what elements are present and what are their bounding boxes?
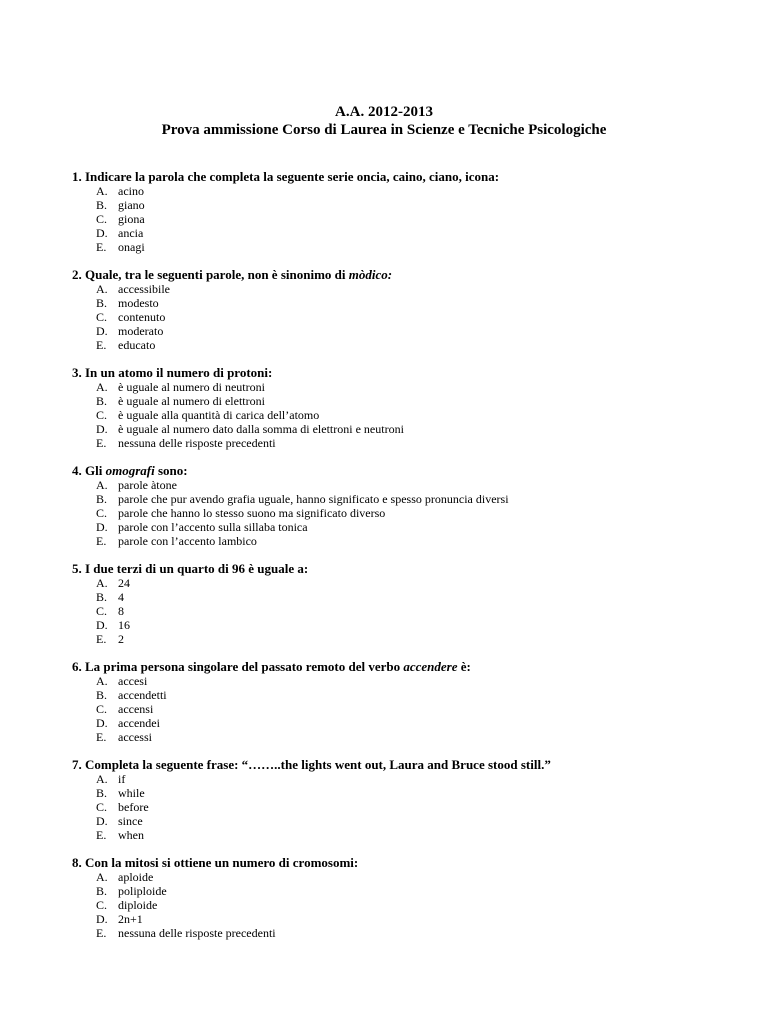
option-text: accessibile [118, 281, 170, 296]
question-number: 5. [72, 560, 82, 576]
question-text [72, 757, 752, 772]
answer-options [72, 870, 752, 940]
option-letter: D. [96, 716, 108, 731]
option-letter: C. [96, 702, 108, 717]
answer-option [72, 898, 752, 912]
option-text: parole che hanno lo stesso suono ma significato diverso [118, 506, 386, 521]
answer-option [72, 604, 752, 618]
question-item [72, 561, 752, 646]
option-text: acino [118, 184, 144, 198]
question-prompt: Gli [85, 462, 106, 478]
option-text: while [118, 785, 145, 800]
answer-option [72, 912, 752, 926]
answer-option [72, 674, 752, 688]
question-item [72, 267, 752, 352]
answer-option [72, 716, 752, 730]
answer-options [72, 184, 752, 254]
answer-options [72, 380, 752, 450]
option-letter: B. [96, 394, 108, 409]
question-prompt-end: è: [457, 658, 471, 674]
option-letter: A. [96, 673, 108, 688]
option-letter: C. [96, 212, 108, 227]
option-letter: D. [96, 912, 108, 927]
option-letter: B. [96, 785, 108, 800]
question-number: 7. [72, 756, 82, 772]
option-letter: E. [96, 828, 107, 843]
option-letter: D. [96, 324, 108, 339]
option-letter: C. [96, 604, 108, 619]
question-text [72, 267, 752, 282]
option-letter: D. [96, 814, 108, 829]
option-letter: A. [96, 184, 108, 198]
option-text: 2 [118, 632, 124, 647]
option-letter: A. [96, 575, 108, 590]
option-letter: E. [96, 338, 107, 353]
option-letter: C. [96, 506, 108, 521]
option-letter: C. [96, 408, 108, 423]
option-letter: A. [96, 281, 108, 296]
question-item [72, 659, 752, 744]
answer-option [72, 730, 752, 744]
option-letter: B. [96, 492, 108, 506]
option-text: onagi [118, 240, 145, 255]
option-letter: C. [96, 800, 108, 814]
question-number: 6. [72, 658, 82, 674]
question-number: 2. [72, 266, 82, 282]
question-item [72, 169, 752, 254]
question-prompt: Completa la seguente frase: “……..the lights went out, Laura and Bruce stood still.” [85, 756, 551, 772]
answer-option [72, 478, 752, 492]
question-text [72, 169, 752, 184]
answer-option [72, 394, 752, 408]
option-letter: A. [96, 477, 108, 492]
option-letter: C. [96, 897, 108, 912]
option-letter: C. [96, 310, 108, 325]
answer-option [72, 408, 752, 422]
question-text [72, 561, 752, 576]
answer-option [72, 506, 752, 520]
question-prompt: Indicare la parola che completa la seguente serie oncia, caino, ciano, icona: [85, 169, 500, 184]
option-letter: D. [96, 520, 108, 535]
question-number: 8. [72, 854, 82, 870]
option-letter: A. [96, 771, 108, 786]
option-text: nessuna delle risposte precedenti [118, 436, 276, 451]
question-text [72, 855, 752, 870]
option-text: nessuna delle risposte precedenti [118, 926, 276, 941]
option-text: 16 [118, 618, 130, 633]
option-text: contenuto [118, 310, 166, 325]
answer-option [72, 814, 752, 828]
option-text: parole àtone [118, 477, 177, 492]
option-text: since [118, 814, 143, 829]
option-text: è uguale al numero di neutroni [118, 379, 265, 394]
option-text: moderato [118, 324, 164, 339]
answer-options [72, 282, 752, 352]
question-prompt: Quale, tra le seguenti parole, non è sinonimo di [85, 266, 349, 282]
answer-option [72, 590, 752, 604]
question-item [72, 855, 752, 940]
option-letter: E. [96, 730, 107, 745]
question-prompt: I due terzi di un quarto di 96 è uguale a: [85, 560, 309, 576]
option-text: accensi [118, 702, 154, 717]
option-text: modesto [118, 296, 159, 311]
question-item [72, 463, 752, 548]
academic-year: A.A. 2012-2013 [335, 104, 433, 120]
question-emphasis: omografi [105, 462, 155, 478]
answer-option [72, 380, 752, 394]
option-letter: E. [96, 926, 107, 941]
answer-option [72, 786, 752, 800]
option-letter: B. [96, 589, 108, 604]
option-letter: A. [96, 379, 108, 394]
option-text: giano [118, 198, 145, 213]
answer-option [72, 772, 752, 786]
option-letter: D. [96, 422, 108, 437]
option-text: before [118, 800, 149, 814]
option-text: ancia [118, 226, 144, 241]
option-text: 4 [118, 589, 124, 604]
option-text: accendetti [118, 687, 167, 702]
question-list [72, 169, 752, 953]
question-number: 4. [72, 462, 82, 478]
question-prompt: La prima persona singolare del passato remoto del verbo [85, 658, 404, 674]
answer-option [72, 702, 752, 716]
option-text: diploide [118, 897, 158, 912]
answer-option [72, 632, 752, 646]
option-text: accessi [118, 730, 152, 745]
answer-option [72, 800, 752, 814]
answer-option [72, 422, 752, 436]
option-text: parole con l’accento lambico [118, 534, 257, 549]
answer-option [72, 576, 752, 590]
answer-option [72, 296, 752, 310]
answer-option [72, 534, 752, 548]
answer-options [72, 478, 752, 548]
answer-options [72, 576, 752, 646]
answer-options [72, 674, 752, 744]
option-text: poliploide [118, 883, 167, 898]
answer-option [72, 212, 752, 226]
option-text: accesi [118, 673, 148, 688]
option-letter: A. [96, 869, 108, 884]
answer-option [72, 884, 752, 898]
option-text: parole con l’accento sulla sillaba tonica [118, 520, 308, 535]
question-prompt: Con la mitosi si ottiene un numero di cromosomi: [85, 854, 359, 870]
option-text: è uguale al numero dato dalla somma di elettroni e neutroni [118, 422, 404, 437]
option-text: if [118, 771, 126, 786]
option-letter: E. [96, 534, 107, 549]
answer-option [72, 324, 752, 338]
option-text: educato [118, 338, 156, 353]
option-letter: B. [96, 198, 108, 213]
question-item [72, 365, 752, 450]
option-text: giona [118, 212, 145, 227]
option-text: è uguale alla quantità di carica dell’atomo [118, 408, 320, 423]
answer-options [72, 772, 752, 842]
answer-option [72, 310, 752, 324]
question-emphasis: accendere [403, 658, 458, 674]
option-letter: E. [96, 436, 107, 451]
question-emphasis: mòdico: [348, 266, 393, 282]
question-text [72, 463, 752, 478]
answer-option [72, 688, 752, 702]
answer-option [72, 618, 752, 632]
option-text: 8 [118, 604, 124, 619]
option-text: when [118, 828, 144, 843]
option-letter: E. [96, 240, 107, 255]
option-letter: E. [96, 632, 107, 647]
option-text: parole che pur avendo grafia uguale, hanno significato e spesso pronuncia diversi [118, 492, 509, 506]
question-number: 3. [72, 364, 82, 380]
document-header [0, 103, 768, 139]
option-letter: B. [96, 687, 108, 702]
answer-option [72, 338, 752, 352]
question-text [72, 365, 752, 380]
question-item [72, 757, 752, 842]
answer-option [72, 436, 752, 450]
option-letter: B. [96, 883, 108, 898]
answer-option [72, 282, 752, 296]
answer-option [72, 198, 752, 212]
answer-option [72, 184, 752, 198]
option-letter: D. [96, 618, 108, 633]
question-number: 1. [72, 169, 82, 184]
option-text: 2n+1 [118, 912, 143, 927]
answer-option [72, 492, 752, 506]
option-text: è uguale al numero di elettroni [118, 394, 265, 409]
option-text: 24 [118, 575, 130, 590]
question-prompt-end: sono: [154, 462, 188, 478]
answer-option [72, 926, 752, 940]
answer-option [72, 520, 752, 534]
option-text: aploide [118, 869, 154, 884]
question-prompt: In un atomo il numero di protoni: [85, 364, 273, 380]
option-text: accendei [118, 716, 160, 731]
answer-option [72, 226, 752, 240]
question-text [72, 659, 752, 674]
option-letter: B. [96, 296, 108, 311]
option-letter: D. [96, 226, 108, 241]
document-title: Prova ammissione Corso di Laurea in Scienze e Tecniche Psicologiche [161, 122, 607, 138]
answer-option [72, 828, 752, 842]
answer-option [72, 870, 752, 884]
answer-option [72, 240, 752, 254]
